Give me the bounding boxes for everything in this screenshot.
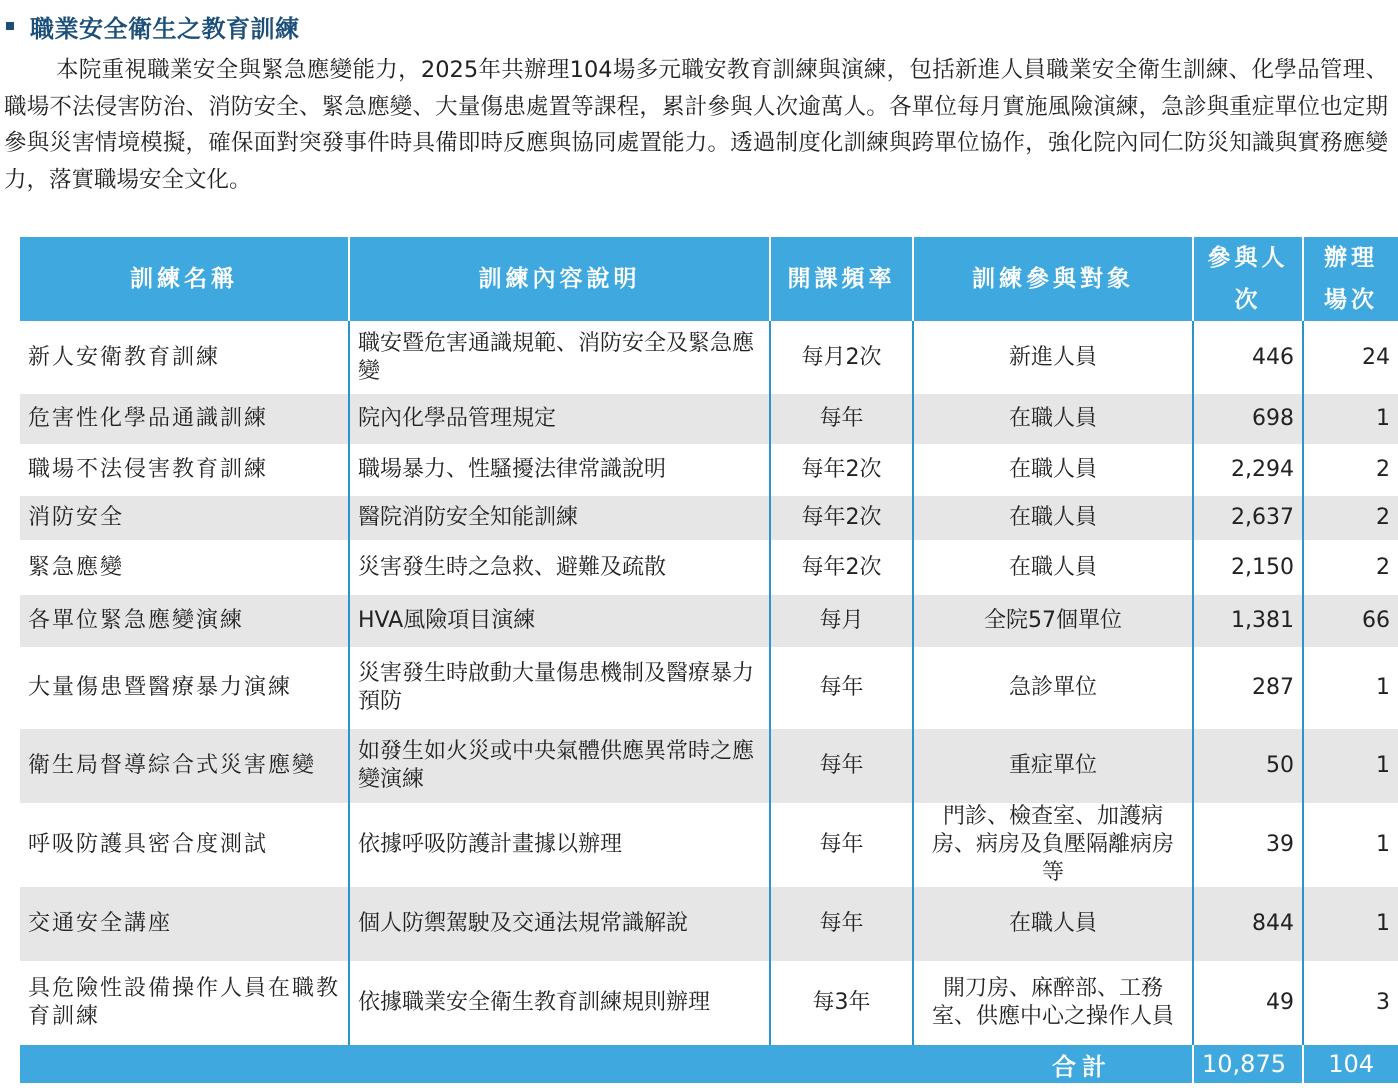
cell-participants: 50	[1193, 729, 1303, 803]
table-header-row	[20, 237, 1398, 321]
cell-participants: 39	[1193, 803, 1303, 887]
cell-desc: 醫院消防安全知能訓練	[349, 496, 770, 540]
header-freq: 開課頻率	[770, 237, 913, 321]
cell-audience: 在職人員	[913, 444, 1193, 496]
cell-audience: 急診單位	[913, 647, 1193, 729]
table-row	[20, 321, 1398, 394]
header-sessions: 辦理場次	[1303, 237, 1398, 321]
cell-audience: 在職人員	[913, 394, 1193, 444]
cell-freq: 每年	[770, 729, 913, 803]
cell-desc: 院內化學品管理規定	[349, 394, 770, 444]
table-row	[20, 595, 1398, 647]
cell-audience: 在職人員	[913, 540, 1193, 595]
cell-audience: 全院57個單位	[913, 595, 1193, 647]
cell-name: 危害性化學品通識訓練	[20, 394, 349, 444]
total-sessions: 104	[1303, 1045, 1398, 1083]
cell-freq: 每月2次	[770, 321, 913, 394]
header-desc: 訓練內容說明	[349, 237, 770, 321]
cell-desc: 如發生如火災或中央氣體供應異常時之應變演練	[349, 729, 770, 803]
table-row	[20, 887, 1398, 961]
cell-freq: 每3年	[770, 961, 913, 1045]
cell-desc: HVA風險項目演練	[349, 595, 770, 647]
table-row	[20, 961, 1398, 1045]
cell-name: 交通安全講座	[20, 887, 349, 961]
cell-name: 衛生局督導綜合式災害應變	[20, 729, 349, 803]
square-bullet-icon	[6, 22, 14, 30]
cell-sessions: 1	[1303, 647, 1398, 729]
cell-participants: 2,150	[1193, 540, 1303, 595]
cell-name: 呼吸防護具密合度測試	[20, 803, 349, 887]
cell-audience: 在職人員	[913, 496, 1193, 540]
cell-sessions: 1	[1303, 887, 1398, 961]
table-row	[20, 394, 1398, 444]
cell-desc: 職場暴力、性騷擾法律常識說明	[349, 444, 770, 496]
table-row	[20, 540, 1398, 595]
cell-sessions: 1	[1303, 729, 1398, 803]
cell-freq: 每年	[770, 394, 913, 444]
cell-name: 職場不法侵害教育訓練	[20, 444, 349, 496]
cell-name: 新人安衛教育訓練	[20, 321, 349, 394]
cell-name: 緊急應變	[20, 540, 349, 595]
cell-sessions: 2	[1303, 540, 1398, 595]
cell-sessions: 2	[1303, 496, 1398, 540]
table-row	[20, 647, 1398, 729]
cell-sessions: 3	[1303, 961, 1398, 1045]
table-row	[20, 729, 1398, 803]
cell-freq: 每月	[770, 595, 913, 647]
cell-audience: 重症單位	[913, 729, 1193, 803]
total-participants: 10,875	[1193, 1045, 1303, 1083]
header-participants: 參與人次	[1193, 237, 1303, 321]
table-row	[20, 496, 1398, 540]
cell-desc: 依據呼吸防護計畫據以辦理	[349, 803, 770, 887]
cell-participants: 844	[1193, 887, 1303, 961]
cell-audience: 新進人員	[913, 321, 1193, 394]
table-row	[20, 444, 1398, 496]
cell-participants: 446	[1193, 321, 1303, 394]
cell-participants: 2,294	[1193, 444, 1303, 496]
cell-freq: 每年	[770, 647, 913, 729]
cell-sessions: 1	[1303, 394, 1398, 444]
cell-name: 各單位緊急應變演練	[20, 595, 349, 647]
cell-name: 大量傷患暨醫療暴力演練	[20, 647, 349, 729]
cell-participants: 698	[1193, 394, 1303, 444]
cell-freq: 每年	[770, 887, 913, 961]
intro-paragraph: 本院重視職業安全與緊急應變能力，2025年共辦理104場多元職安教育訓練與演練，包括新進人員職業安全衛生訓練、化學品管理、職場不法侵害防治、消防安全、緊急應變、大量傷患處置等課程，累計參與人次逾萬人。各單位每月實施風險演練，急診與重症單位也定期參與災害情境模擬，確保面對突發事件時具備即時反應與協同處置能力。透過制度化訓練與跨單位協作，強化院內同仁防災知識與實務應變力，落實職場安全文化。	[4, 57, 1388, 193]
cell-audience: 在職人員	[913, 887, 1193, 961]
cell-freq: 每年2次	[770, 540, 913, 595]
cell-audience: 門診、檢查室、加護病房、病房及負壓隔離病房等	[913, 803, 1193, 887]
cell-name: 消防安全	[20, 496, 349, 540]
cell-sessions: 1	[1303, 803, 1398, 887]
cell-freq: 每年2次	[770, 496, 913, 540]
cell-desc: 職安暨危害通識規範、消防安全及緊急應變	[349, 321, 770, 394]
cell-participants: 2,637	[1193, 496, 1303, 540]
header-name: 訓練名稱	[20, 237, 349, 321]
training-table	[20, 237, 1398, 1083]
cell-sessions: 66	[1303, 595, 1398, 647]
cell-desc: 依據職業安全衛生教育訓練規則辦理	[349, 961, 770, 1045]
section-title: 職業安全衛生之教育訓練	[30, 14, 300, 43]
cell-participants: 49	[1193, 961, 1303, 1045]
cell-desc: 災害發生時之急救、避難及疏散	[349, 540, 770, 595]
cell-participants: 287	[1193, 647, 1303, 729]
cell-sessions: 2	[1303, 444, 1398, 496]
section-heading	[6, 6, 300, 46]
cell-name: 具危險性設備操作人員在職教育訓練	[20, 961, 349, 1045]
cell-desc: 個人防禦駕駛及交通法規常識解說	[349, 887, 770, 961]
cell-sessions: 24	[1303, 321, 1398, 394]
cell-freq: 每年2次	[770, 444, 913, 496]
cell-desc: 災害發生時啟動大量傷患機制及醫療暴力預防	[349, 647, 770, 729]
table-row	[20, 803, 1398, 887]
total-label: 合計	[20, 1045, 1193, 1083]
cell-audience: 開刀房、麻醉部、工務室、供應中心之操作人員	[913, 961, 1193, 1045]
cell-participants: 1,381	[1193, 595, 1303, 647]
table-total-row	[20, 1045, 1398, 1083]
header-audience: 訓練參與對象	[913, 237, 1193, 321]
cell-freq: 每年	[770, 803, 913, 887]
